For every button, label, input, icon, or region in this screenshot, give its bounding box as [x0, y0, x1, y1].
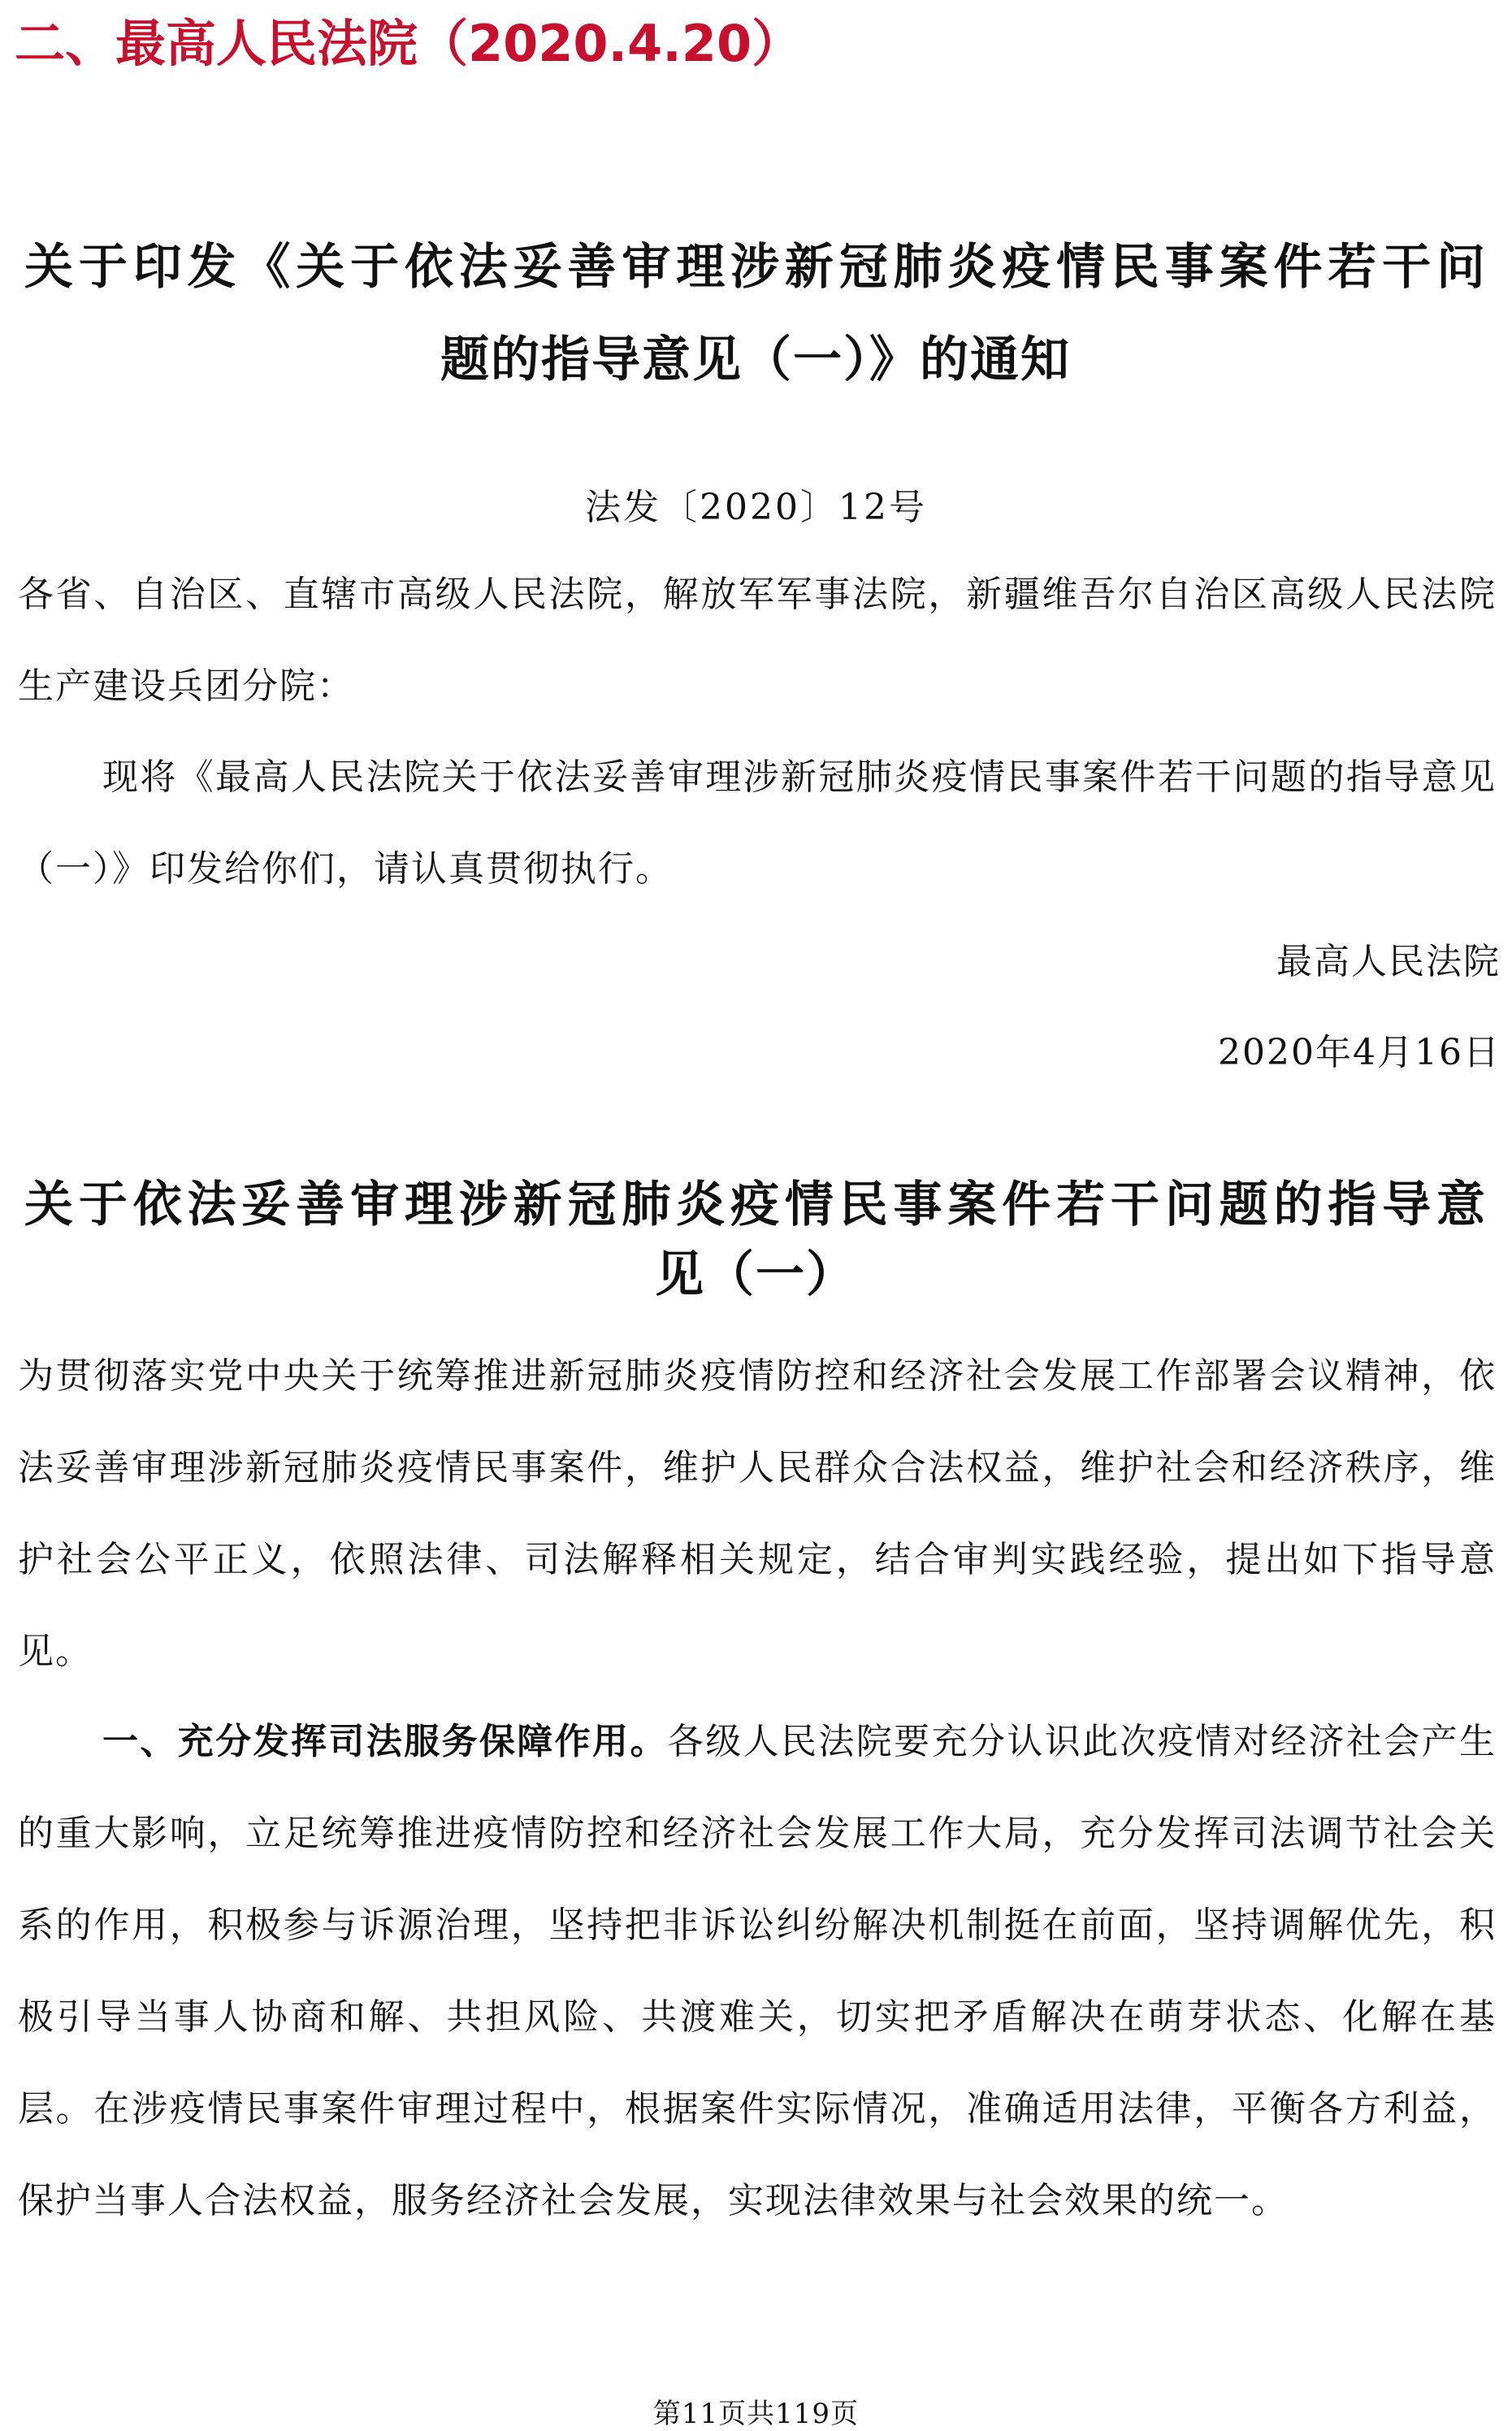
- issuer-signature: 最高人民法院: [1276, 941, 1501, 982]
- document-number: 法发〔2020〕12号: [585, 487, 927, 528]
- issue-date: 2020年4月16日: [1218, 1032, 1501, 1073]
- opinion-title-line1: 关于依法妥善审理涉新冠肺炎疫情民事案件若干问题的指导意: [24, 1176, 1487, 1233]
- notice-body-paragraph: 现将《最高人民法院关于依法妥善审理涉新冠肺炎疫情民事案件若干问题的指导意见（一）》印发给你们，请认真贯彻执行。: [18, 756, 1497, 890]
- page-footer: 第11页共119页: [652, 2398, 860, 2430]
- notice-title: [24, 221, 1487, 406]
- notice-title-line2: 题的指导意见（一）》的通知: [440, 332, 1071, 388]
- section-heading: 二、最高人民法院（2020.4.20）: [15, 14, 803, 73]
- opinion-title-line2: 见（一）: [655, 1246, 856, 1303]
- opinion-intro-paragraph: 为贯彻落实党中央关于统筹推进新冠肺炎疫情防控和经济社会发展工作部署会议精神，依法妥善审理涉新冠肺炎疫情民事案件，维护人民群众合法权益，维护社会和经济秩序，维护社会公平正义，依照法律、司法解释相关规定，结合审判实践经验，提出如下指导意见。: [18, 1355, 1497, 1672]
- opinion-title: [24, 1170, 1487, 1310]
- addressee-paragraph: 各省、自治区、直辖市高级人民法院，解放军军事法院，新疆维吾尔自治区高级人民法院生产建设兵团分院：: [18, 574, 1497, 707]
- section-one-heading: 一、充分发挥司法服务保障作用。: [102, 1721, 668, 1762]
- section-one-body: 各级人民法院要充分认识此次疫情对经济社会产生的重大影响，立足统筹推进疫情防控和经济社会发展工作大局，充分发挥司法调节社会关系的作用，积极参与诉源治理，坚持把非诉讼纠纷解决机制挺在前面，坚持调解优先，积极引导当事人协商和解、共担风险、共渡难关，切实把矛盾解决在萌芽状态、化解在基层。在涉疫情民事案件审理过程中，根据案件实际情况，准确适用法律，平衡各方利益，保护当事人合法权益，服务经济社会发展，实现法律效果与社会效果的统一。: [18, 1721, 1497, 2221]
- notice-title-line1: 关于印发《关于依法妥善审理涉新冠肺炎疫情民事案件若干问: [24, 239, 1487, 296]
- section-one-paragraph: [18, 1696, 1497, 2247]
